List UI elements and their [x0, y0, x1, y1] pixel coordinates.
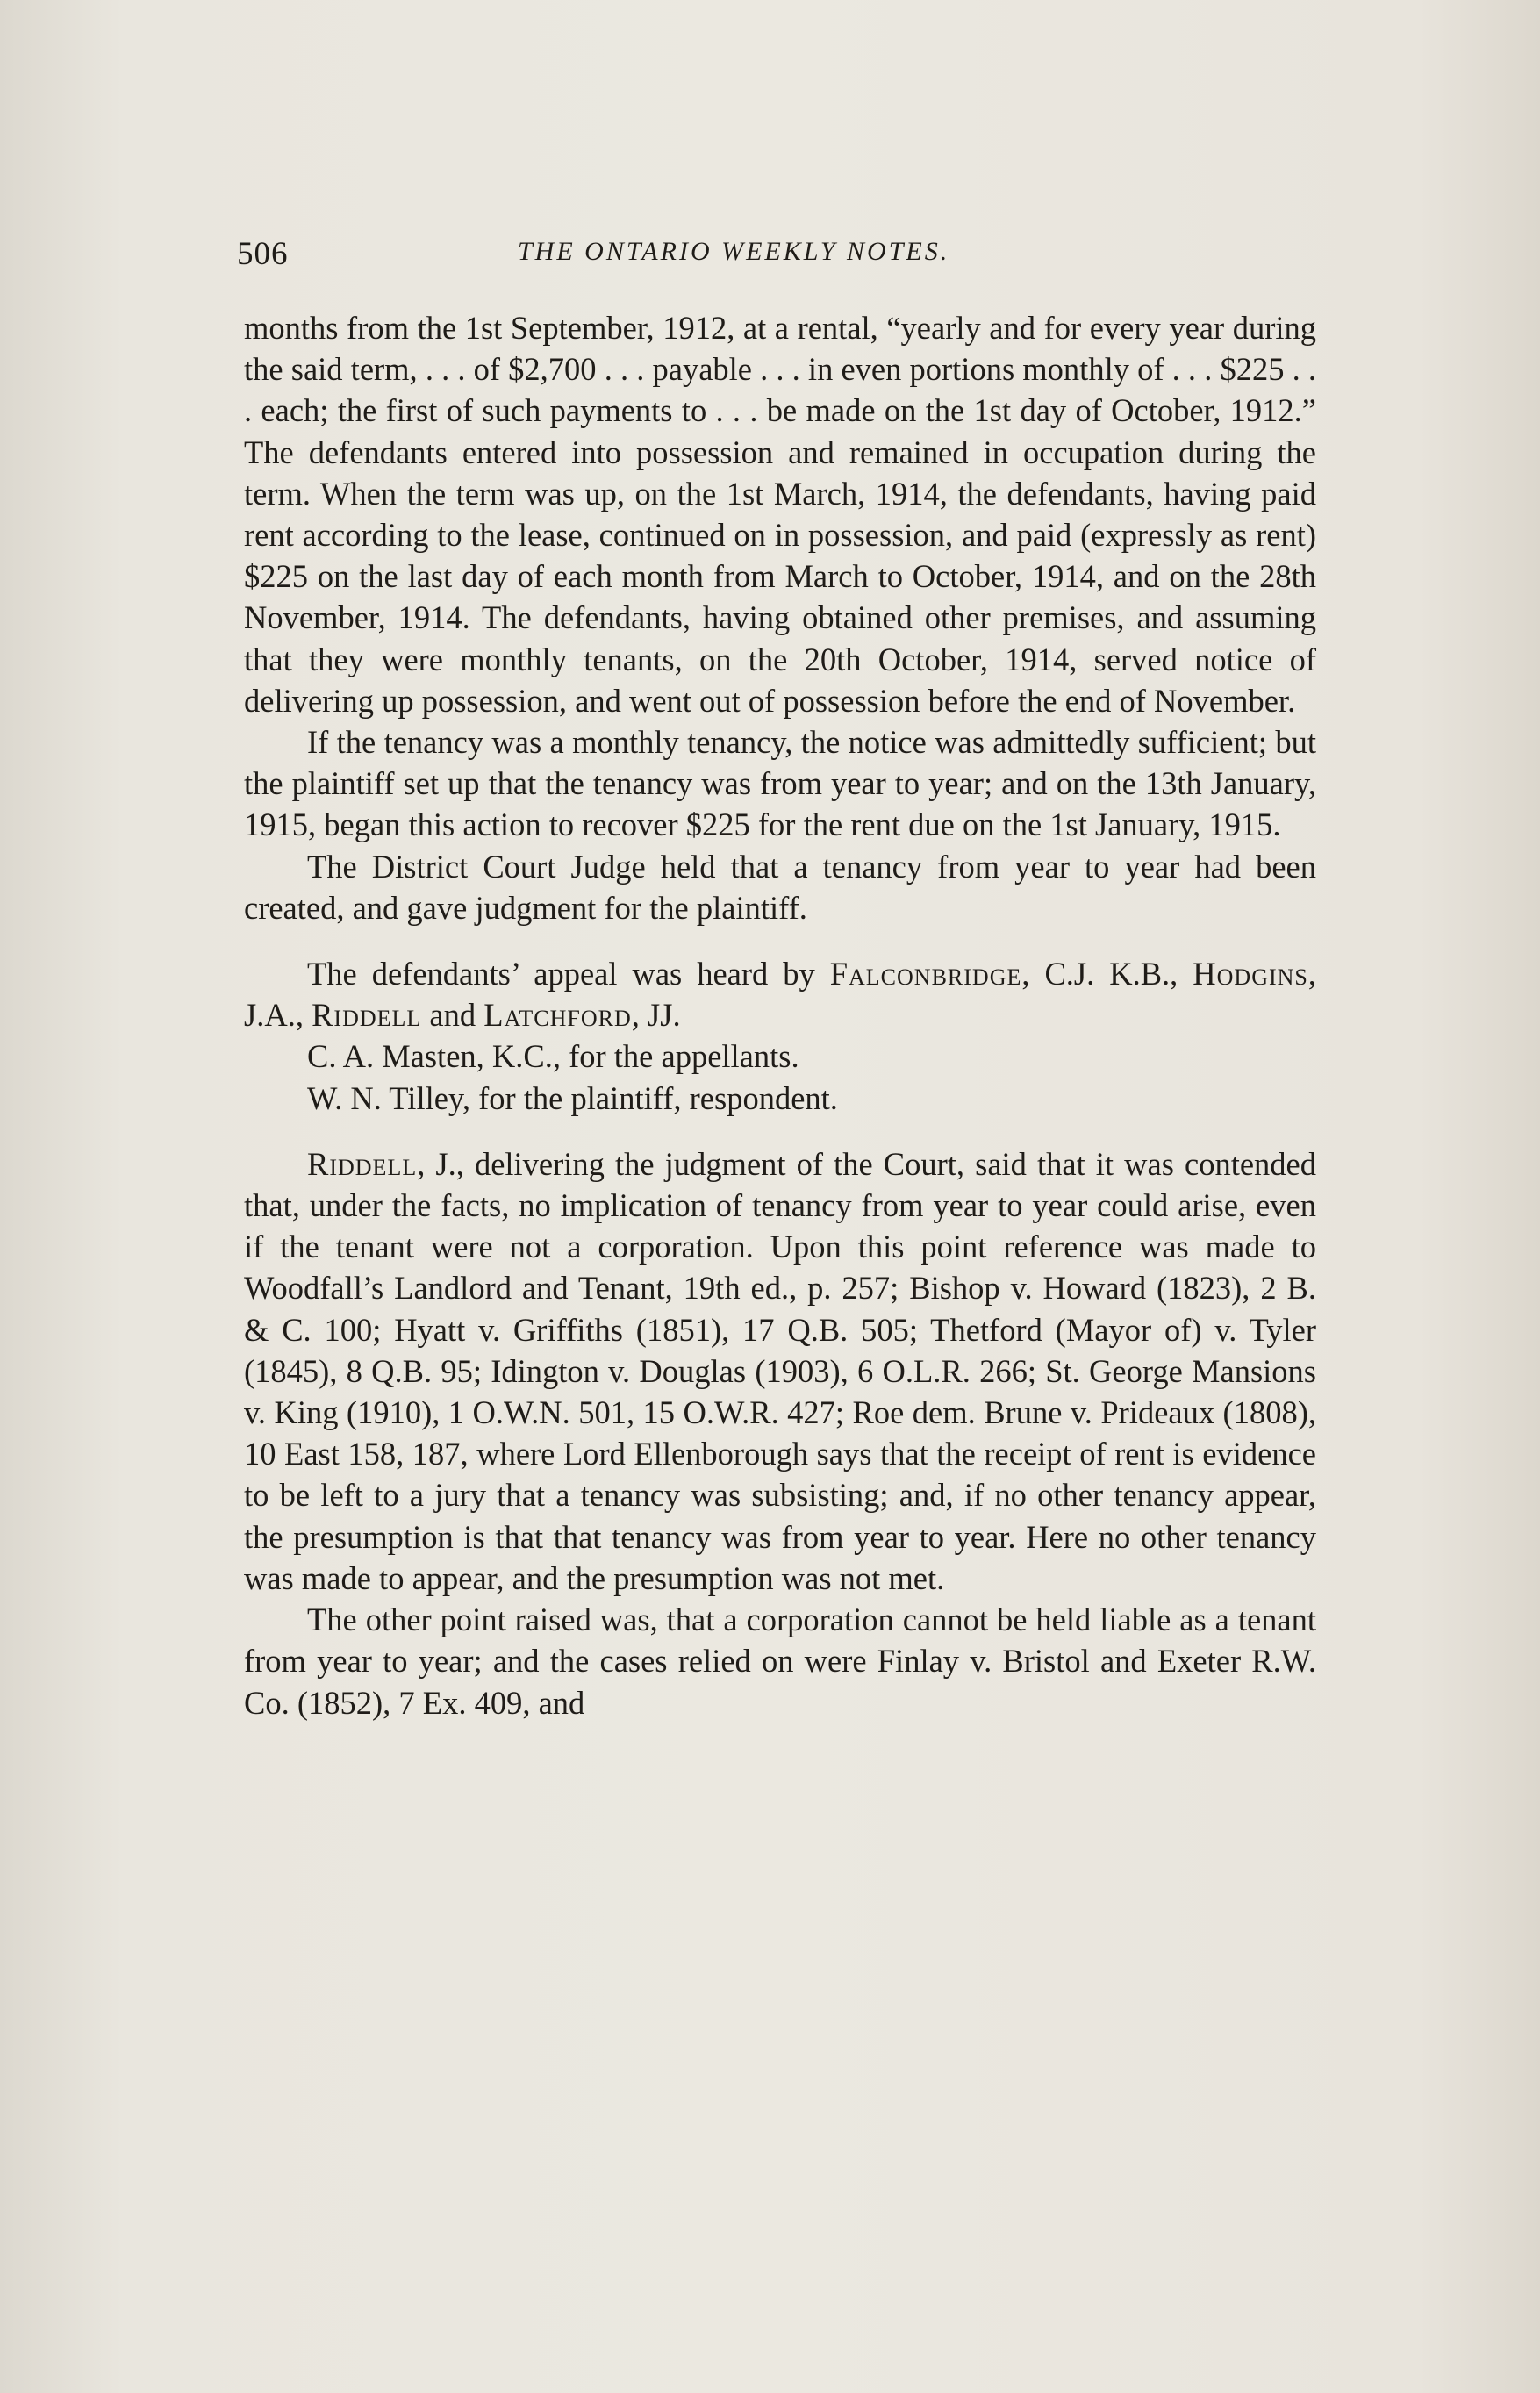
appeal-title-3: , JJ. — [631, 997, 681, 1034]
appeal-intro: The defendants’ appeal was heard by — [307, 956, 815, 992]
body-text — [244, 307, 1316, 1723]
paragraph-appeal-bench — [244, 953, 1316, 1035]
journal-title: THE ONTARIO WEEKLY NOTES. — [518, 237, 950, 266]
page-number: 506 — [237, 236, 289, 272]
judge-latchford: Latchford — [483, 997, 632, 1034]
counsel-appellants: C. A. Masten, K.C., for the appellants. — [307, 1038, 799, 1075]
paragraph-judgment — [244, 1143, 1316, 1599]
paragraph-lease-facts: months from the 1st September, 1912, at a rental, “yearly and for every year during the said term, . . . of $2,700 . . . payable . . . in even portions monthly of . . . $225 . . . each; the first of such payments to . . . be made on the 1st day of October, 1912.” The defendants entered into possession and remained in occupation during the term. When the term was up, on the 1st March, 1914, the defendants, having paid rent according to the lease, continued on in possession, and paid (expressly as rent) $225 on the last day of each month from March to October, 1914, and on the 28th November, 1914. The defendants, having obtained other premises, and assuming that they were monthly tenants, on the 20th October, 1914, served notice of delivering up possession, and went out of possession before the end of November. — [244, 310, 1316, 719]
judge-riddell: Riddell — [312, 997, 422, 1034]
judge-hodgins: Hodgins — [1193, 956, 1308, 992]
judge-falconbridge: Falconbridge — [829, 956, 1022, 992]
judge-riddell-judgment: Riddell — [307, 1145, 418, 1182]
paragraph-corporation: The other point raised was, that a corporation cannot be held liable as a tenant from year to year; and the cases relied on were Finlay v. Bristol and Exeter R.W. Co. (1852), 7 Ex. 409, and — [244, 1601, 1316, 1721]
running-head — [237, 235, 1316, 279]
paragraph-district-court: The District Court Judge held that a tenancy from year to year had been created, and gave judgment for the plaintiff. — [244, 848, 1316, 926]
counsel-respondent: W. N. Tilley, for the plaintiff, respondent. — [307, 1079, 838, 1116]
paragraph-notice: If the tenancy was a monthly tenancy, the notice was admittedly sufficient; but the plaintiff set up that the tenancy was from year to year; and on the 13th January, 1915, began this action to recover $225 for the rent due on the 1st January, 1915. — [244, 724, 1316, 843]
appeal-title-2: , J.A., — [244, 956, 1317, 1034]
appeal-title-1: , C.J. K.B., — [1021, 956, 1178, 992]
judgment-text: , J., delivering the judgment of the Court, said that it was contended that, under the facts, no implication of tenancy from year to year could arise, even if the tenant were not a corporation. Upon this point reference was made to Woodfall’s Landlord and Tenant, 19th ed., p. 257; Bishop v. Howard (1823), 2 B. & C. 100; Hyatt v. Griffiths (1851), 17 Q.B. 505; Thetford (Mayor of) v. Tyler (1845), 8 Q.B. 95; Idington v. Douglas (1903), 6 O.L.R. 266; St. George Mansions v. King (1910), 1 O.W.N. 501, 15 O.W.R. 427; Roe dem. Brune v. Prideaux (1808), 10 East 158, 187, where Lord Ellenborough says that the receipt of rent is evidence to be left to a jury that a tenancy was subsisting; and, if no other tenancy appear, the presumption is that that tenancy was from year to year. Here no other tenancy was made to appear, and the presumption was not met. — [244, 1145, 1316, 1596]
appeal-and: and — [429, 997, 476, 1034]
